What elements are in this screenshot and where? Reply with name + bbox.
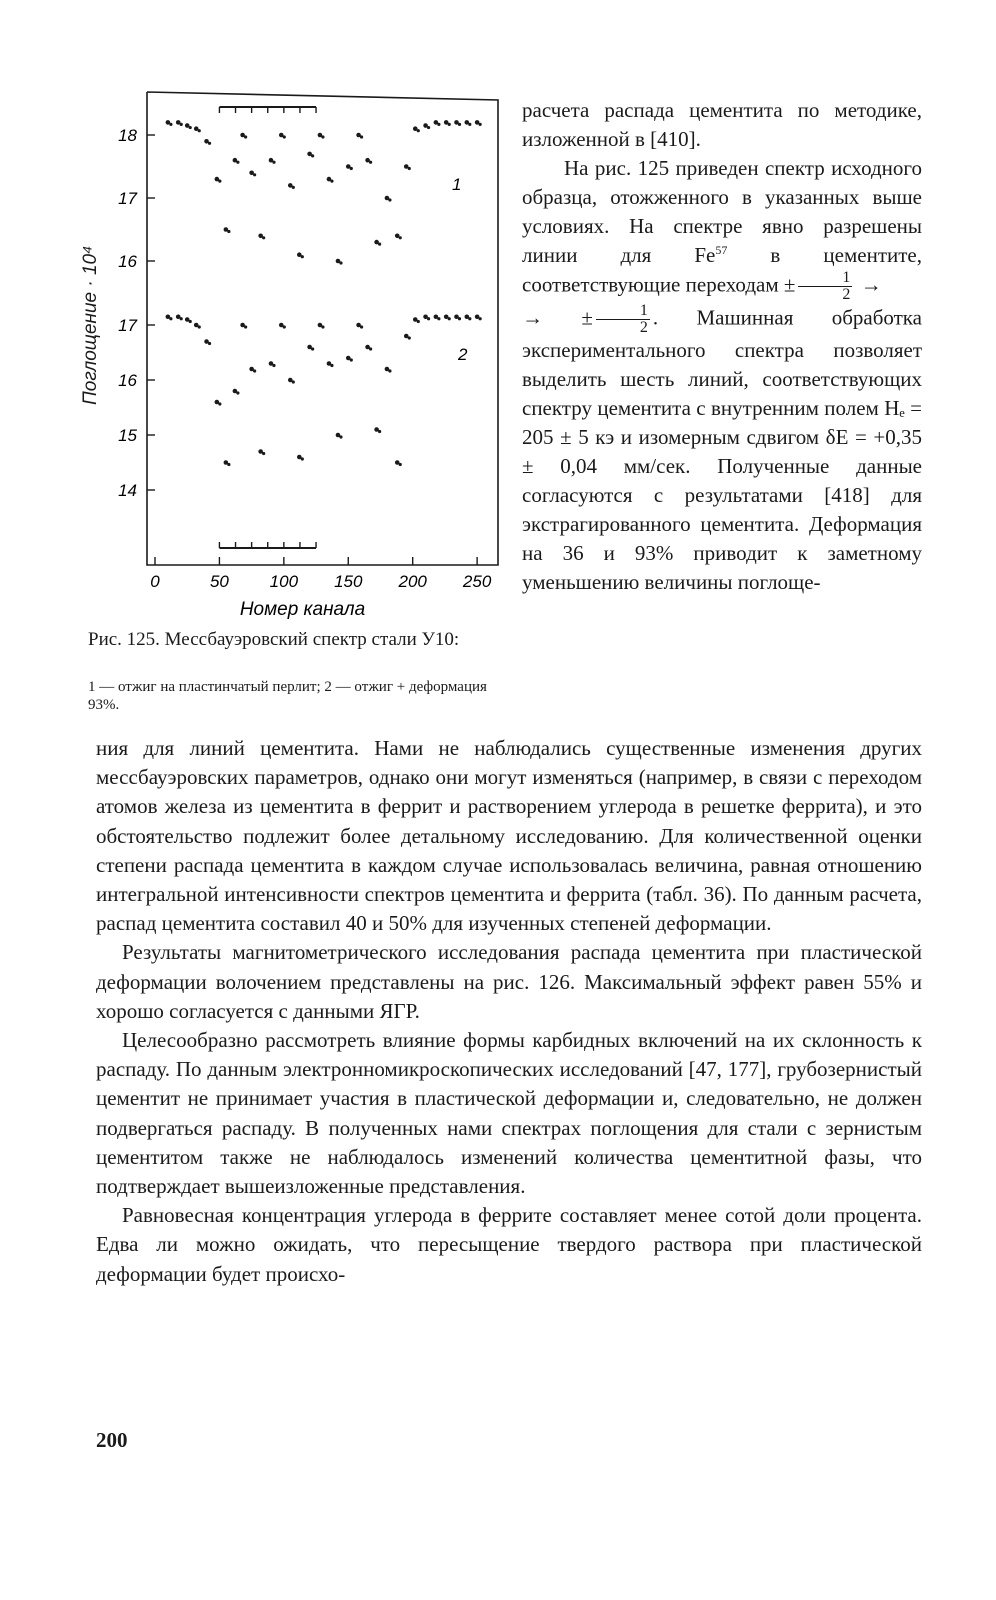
data-point [272,364,275,367]
curve-label: 2 [458,345,468,364]
data-point [369,161,372,164]
data-point [339,261,342,264]
figure-legend: 1 — отжиг на пластинчатый перлит; 2 — отжиг + деформация 93%. [88,679,487,713]
data-point [198,325,201,328]
data-point [378,243,381,246]
figure-caption: Рис. 125. Мессбауэровский спектр стали У10: [88,629,460,650]
data-point [350,167,353,170]
x-axis-label: Номер канала [239,599,366,620]
fraction: $\frac{1}{2}$ [596,303,650,336]
data-point [180,317,183,320]
data-point [208,342,211,345]
data-point [408,336,411,339]
paragraph: Результаты магнитометрического исследования распада цементита при пластической деформации волочением представлены на рис. 126. Максимальный эффект равен 55% и хорошо согласуется с данными ЯГР. [96,940,922,1023]
y-tick-label: 15 [118,426,137,445]
data-point [236,391,239,394]
paragraph: Целесообразно рассмотреть влияние формы карбидных включений на их склонность к распаду. По данным электронномикроскопических исследований [47, 177], грубозернистый цементит не принимает участия в пластической деформации и, следовательно, не должен подвергаться распаду. В полученных нами спектрах поглощения для стали с зернистым цементитом также не наблюдалось изменений количества цементитной фазы, что подтверждает вышеизложенные представления. [96,1028,922,1199]
data-point [339,435,342,438]
data-point [388,198,391,201]
data-point [180,123,183,126]
x-tick-label: 0 [150,572,160,591]
data-point [292,380,295,383]
data-point [399,236,402,239]
data-point [369,347,372,350]
data-point [301,457,304,460]
data-point [189,126,192,129]
data-point [311,154,314,157]
data-point [262,452,265,455]
data-point [350,358,353,361]
data-point [198,129,201,132]
data-point [244,135,247,138]
x-tick-label: 250 [462,572,492,591]
data-point [169,317,172,320]
data-point [301,255,304,258]
data-point [292,186,295,189]
data-point [360,135,363,138]
data-point [330,180,333,183]
data-point [360,325,363,328]
data-point [437,317,440,320]
data-point [417,320,420,323]
data-point [311,347,314,350]
right-column-text [522,96,922,597]
data-point [218,402,221,405]
data-point [448,123,451,126]
y-axis-label: Поглощение · 10⁴ [80,245,101,405]
data-point [253,369,256,372]
full-width-text [96,734,922,1289]
data-point [208,142,211,145]
data-point [283,135,286,138]
data-point [427,317,430,320]
data-point [227,463,230,466]
y-tick-label: 17 [118,316,137,335]
data-point [479,317,482,320]
data-point [189,320,192,323]
y-tick-label: 16 [118,371,137,390]
x-tick-label: 100 [269,572,299,591]
data-point [417,129,420,132]
y-tick-label: 17 [118,189,137,208]
data-point [427,126,430,129]
data-point [283,325,286,328]
data-point [330,364,333,367]
x-tick-label: 50 [209,572,229,591]
data-point [458,317,461,320]
paragraph: расчета распада цементита по методике, изложенной в [410]. [522,98,922,151]
data-point [408,167,411,170]
fraction: $\frac{1}{2}$ [798,270,852,303]
data-point [321,135,324,138]
data-point [169,123,172,126]
data-point [437,123,440,126]
data-point [321,325,324,328]
mossbauer-spectrum-chart [80,80,510,625]
data-point [253,173,256,176]
data-point [227,230,230,233]
x-tick-label: 150 [334,572,363,591]
x-tick-label: 200 [398,572,427,591]
data-point [468,123,471,126]
paragraph: ния для линий цементита. Нами не наблюдались существенные изменения других мессбауэровских параметров, однако они могут изменяться (например, в связи с переходом атомов железа из цементита в феррит и растворением углерода в решетке феррита), и это обстоятельство подлежит более детальному исследованию. Для количественной оценки степени распада цементита в каждом случае использовалась величина, равная отношению интегральной интенсивности спектров цементита и феррита (табл. 36). По данным расчета, распад цементита составил 40 и 50% для изученных степеней деформации. [96,736,922,936]
curve-label: 1 [452,175,462,194]
data-point [399,463,402,466]
data-point [236,161,239,164]
paragraph: Равновесная концентрация углерода в феррите составляет менее сотой доли процента. Едва ли можно ожидать, что пересыщение твердого раствора при пластической деформации будет происхо- [96,1203,922,1286]
y-tick-label: 14 [118,481,137,500]
data-point [388,369,391,372]
data-point [244,325,247,328]
y-tick-label: 18 [118,126,137,145]
data-point [479,123,482,126]
data-point [448,317,451,320]
data-point [458,123,461,126]
y-tick-label: 16 [118,252,137,271]
data-point [218,180,221,183]
page-number: 200 [96,1428,128,1452]
data-point [468,317,471,320]
data-point [378,430,381,433]
data-point [262,236,265,239]
paragraph: На рис. 125 приведен спектр исходного образца, отожженного в указанных выше условиях. На спектре явно разрешены линии для Fe$^{57}$ в цементите, соответствующие переходам ± $\frac{1}{2}$ → → ± $\frac{1}{2}$ . Машинная обработка экспериментального спектра позволяет выделить шесть линий, соответствующих спектру цементита с внутренним полем Hₑ = 205 ± 5 кэ и изомерным сдвигом δE = +0,35 ± 0,04 мм/сек. Полученные данные согласуются с результатами [418] для экстрагированного цементита. Деформация на 36 и 93% приводит к заметному уменьшению величины поглоще- [522,156,923,594]
data-point [272,161,275,164]
